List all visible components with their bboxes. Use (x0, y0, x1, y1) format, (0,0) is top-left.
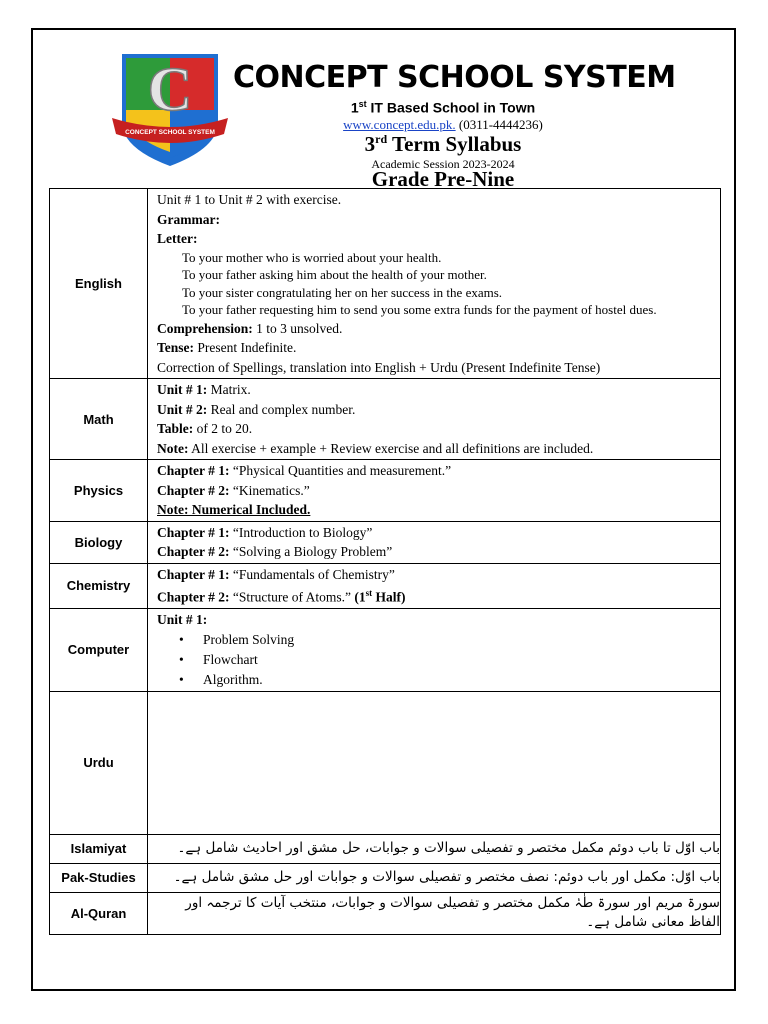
table-row-english (50, 189, 721, 379)
chemistry-ch1-label: Chapter # 1: (157, 566, 230, 582)
subject-urdu: Urdu (50, 691, 148, 834)
table-row-islamiyat (50, 834, 721, 863)
math-unit2-value: Real and complex number. (207, 401, 356, 417)
letter-item: To your mother who is worried about your health. (182, 249, 442, 265)
urdu-content-area (157, 693, 720, 819)
table-row-computer (50, 609, 721, 692)
grade-title: Grade Pre-Nine (371, 167, 515, 191)
content-pak-studies: باب اوّل: مکمل اور باب دوئم: نصف مختصر و تفصیلی سوالات و جوابات اور حل مشق شامل ہے۔ (148, 863, 721, 892)
letter-item: To your father requesting him to send you some extra funds for the payment of hostel dues. (182, 302, 657, 317)
term-suffix: rd (375, 132, 388, 146)
subject-pak-studies: Pak-Studies (50, 863, 148, 892)
subject-biology: Biology (50, 521, 148, 563)
list-item: • Flowchart (179, 650, 720, 670)
chemistry-ch2-label: Chapter # 2: (157, 589, 230, 605)
content-physics (148, 460, 721, 522)
phone-number: (0311-4444236) (455, 117, 543, 132)
computer-topics (157, 630, 720, 690)
logo-text: CONCEPT SCHOOL SYSTEM (125, 129, 215, 136)
content-english (148, 189, 721, 379)
content-math (148, 379, 721, 460)
tagline-text: IT Based School in Town (366, 99, 536, 116)
table-row-math (50, 379, 721, 460)
physics-note: Note: Numerical Included. (157, 502, 311, 517)
biology-ch1-value: “Introduction to Biology” (229, 524, 373, 540)
content-biology (148, 521, 721, 563)
table-row-al-quran (50, 892, 721, 934)
tense-value: Present Indefinite. (194, 340, 297, 355)
subject-math: Math (50, 379, 148, 460)
content-al-quran: سورۃ مریم اور سورۃ طٰہٰ مکمل مختصر و تفصیلی سوالات و جوابات، منتخب آیات کا ترجمہ اور الفاظ معانی شامل ہے۔ (148, 892, 721, 934)
academic-session: Academic Session 2023-2024 (371, 157, 515, 171)
table-row-urdu (50, 691, 721, 834)
math-table-label: Table: (157, 421, 194, 436)
table-row-biology (50, 521, 721, 563)
content-computer (148, 609, 721, 692)
subject-physics: Physics (50, 460, 148, 522)
subject-computer: Computer (50, 609, 148, 692)
subject-chemistry: Chemistry (50, 563, 148, 609)
term-label: Term Syllabus (387, 132, 522, 156)
physics-ch2-label: Chapter # 2: (157, 482, 230, 498)
list-item: • Problem Solving (179, 630, 720, 650)
syllabus-table (49, 188, 721, 935)
english-letter: Letter: (157, 231, 198, 246)
term-title (233, 132, 653, 157)
school-name: CONCEPT SCHOOL SYSTEM (233, 60, 676, 95)
table-row-physics (50, 460, 721, 522)
table-row-chemistry (50, 563, 721, 609)
english-correction: Correction of Spellings, translation into English + Urdu (Present Indefinite Tense) (157, 359, 601, 375)
list-item: • Algorithm. (179, 670, 720, 690)
website-link[interactable]: www.concept.edu.pk. (343, 117, 456, 132)
biology-ch2-label: Chapter # 2: (157, 544, 230, 559)
letter-item: To your sister congratulating her on her success in the exams. (182, 284, 503, 300)
content-urdu (148, 691, 721, 834)
chemistry-half-open: (1 (354, 589, 366, 605)
math-unit1-label: Unit # 1: (157, 382, 208, 397)
school-logo (110, 48, 230, 174)
tagline-number: 1 (350, 99, 359, 116)
chemistry-half-sup: st (365, 588, 373, 598)
svg-text:C: C (147, 56, 193, 124)
tense-label: Tense: (157, 340, 195, 355)
letter-item: To your father asking him about the health of your mother. (182, 267, 487, 282)
table-row-pak-studies (50, 863, 721, 892)
math-note-label: Note: (157, 440, 189, 456)
tagline (233, 99, 653, 116)
comprehension-value: 1 to 3 unsolved. (252, 320, 343, 336)
math-note-value: All exercise + example + Review exercise and all definitions are included. (188, 440, 594, 456)
contact-line (233, 117, 653, 133)
math-unit2-label: Unit # 2: (157, 401, 208, 417)
math-table-value: of 2 to 20. (193, 421, 253, 436)
subject-english: English (50, 189, 148, 379)
content-chemistry (148, 563, 721, 609)
biology-ch1-label: Chapter # 1: (157, 524, 230, 540)
chemistry-half-close: Half) (372, 589, 406, 605)
content-islamiyat: باب اوّل تا باب دوئم مکمل مختصر و تفصیلی سوالات و جوابات، حل مشق اور احادیث شامل ہے۔ (148, 834, 721, 863)
comprehension-label: Comprehension: (157, 320, 253, 336)
english-units: Unit # 1 to Unit # 2 with exercise. (157, 192, 342, 207)
physics-ch2-value: “Kinematics.” (229, 482, 310, 498)
tagline-suffix: st (358, 99, 367, 109)
chemistry-ch1-value: “Fundamentals of Chemistry” (229, 566, 395, 582)
term-number: 3 (364, 132, 376, 156)
subject-al-quran: Al-Quran (50, 892, 148, 934)
biology-ch2-value: “Solving a Biology Problem” (229, 544, 393, 559)
physics-ch1-label: Chapter # 1: (157, 463, 230, 478)
physics-ch1-value: “Physical Quantities and measurement.” (229, 463, 452, 478)
chemistry-ch2-value: “Structure of Atoms.” (229, 589, 355, 605)
math-unit1-value: Matrix. (207, 382, 251, 397)
computer-unit: Unit # 1: (157, 612, 208, 627)
english-grammar: Grammar: (157, 211, 220, 227)
subject-islamiyat: Islamiyat (50, 834, 148, 863)
